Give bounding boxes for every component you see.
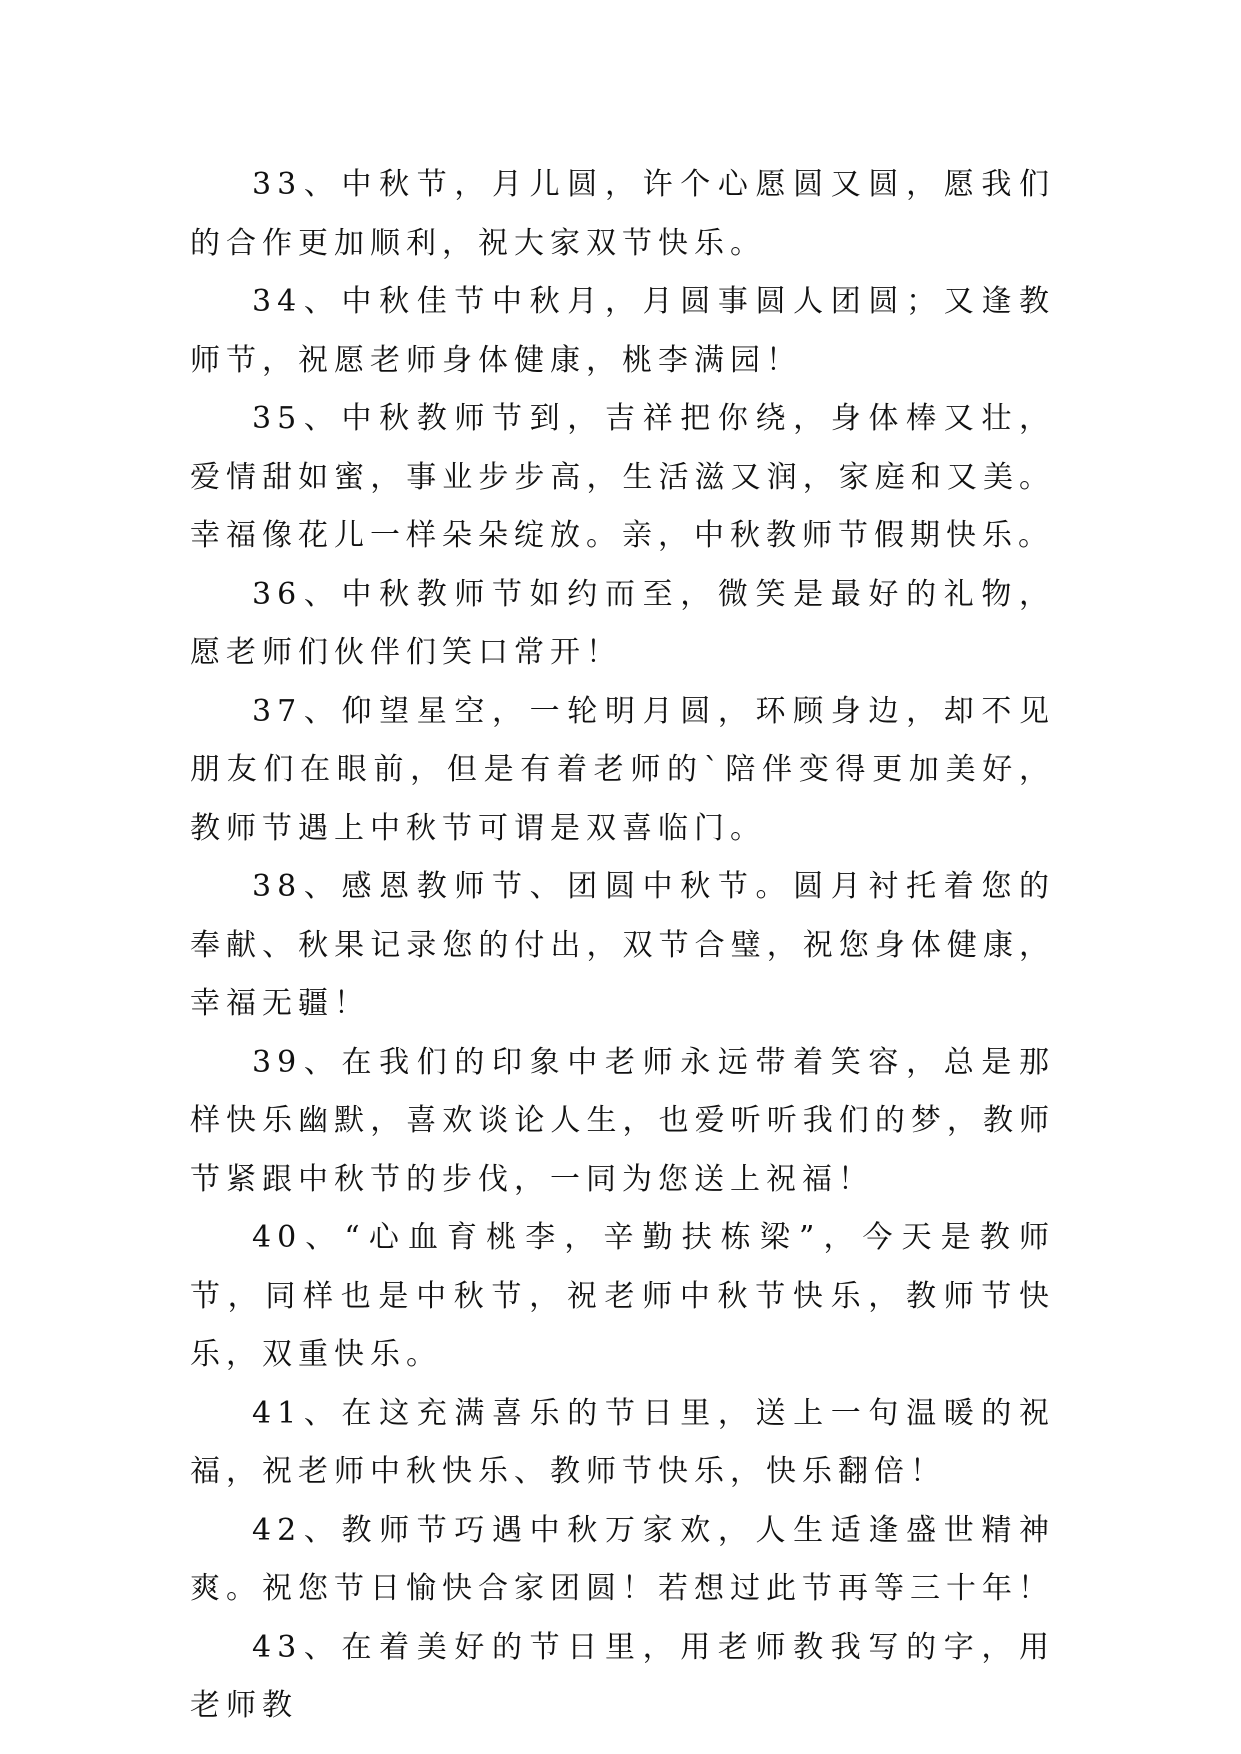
paragraph-39: 39、在我们的印象中老师永远带着笑容，总是那样快乐幽默，喜欢谈论人生，也爱听听我们的梦，教师节紧跟中秋节的步伐，一同为您送上祝福！ [190,1044,1055,1197]
paragraph-35: 35、中秋教师节到，吉祥把你绕，身体棒又壮，爱情甜如蜜，事业步步高，生活滋又润，家庭和又美。幸福像花儿一样朵朵绽放。亲，中秋教师节假期快乐。 [190,401,1055,553]
paragraph-40: 40、“心血育桃李，辛勤扶栋梁”，今天是教师节，同样也是中秋节，祝老师中秋节快乐，教师节快乐，双重快乐。 [190,1220,1055,1372]
paragraph-36: 36、中秋教师节如约而至，微笑是最好的礼物，愿老师们伙伴们笑口常开！ [190,576,1055,670]
paragraph-43: 43、在着美好的节日里，用老师教我写的字，用老师教 [190,1629,1055,1723]
paragraph-33: 33、中秋节，月儿圆，许个心愿圆又圆，愿我们的合作更加顺利，祝大家双节快乐。 [190,167,1055,261]
paragraph-42: 42、教师节巧遇中秋万家欢，人生适逢盛世精神爽。祝您节日愉快合家团圆！若想过此节再等三十年！ [190,1512,1055,1606]
paragraph-41: 41、在这充满喜乐的节日里，送上一句温暖的祝福，祝老师中秋快乐、教师节快乐，快乐翻倍！ [190,1395,1055,1489]
paragraph-37: 37、仰望星空，一轮明月圆，环顾身边，却不见朋友们在眼前，但是有着老师的`陪伴变得更加美好，教师节遇上中秋节可谓是双喜临门。 [190,693,1055,846]
paragraph-38: 38、感恩教师节、团圆中秋节。圆月衬托着您的奉献、秋果记录您的付出，双节合璧，祝您身体健康，幸福无疆！ [190,869,1055,1021]
document-body [190,156,1055,1736]
paragraph-34: 34、中秋佳节中秋月，月圆事圆人团圆；又逢教师节，祝愿老师身体健康，桃李满园！ [190,284,1055,378]
